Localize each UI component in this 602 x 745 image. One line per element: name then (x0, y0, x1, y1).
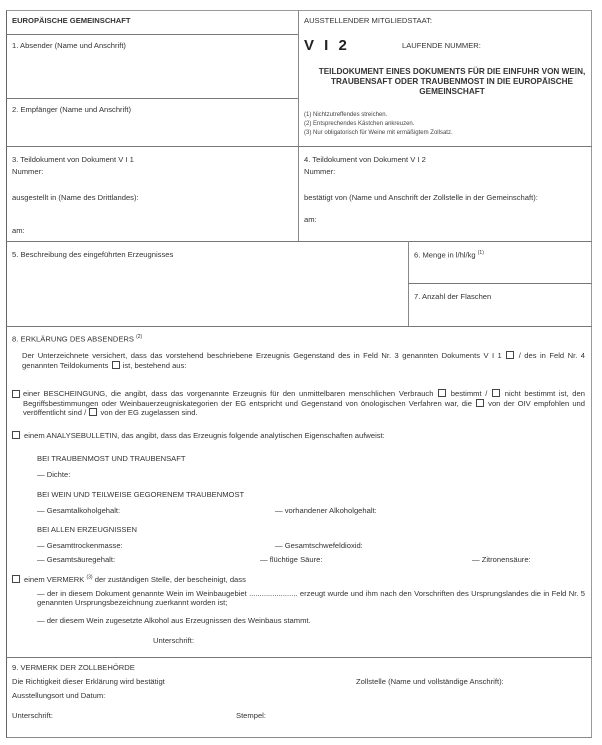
community-label: EUROPÄISCHE GEMEINSCHAFT (12, 16, 131, 25)
field-5-description[interactable]: 5. Beschreibung des eingeführten Erzeugnisses (12, 250, 174, 259)
sender-signature[interactable]: Unterschrift: (153, 636, 194, 645)
total-alcohol-field[interactable]: — Gesamtalkoholgehalt: (37, 506, 121, 515)
checkbox-intended[interactable] (438, 389, 446, 397)
field-4-confirmed-by[interactable]: bestätigt von (Name und Anschrift der Zollstelle in der Gemeinschaft): (304, 193, 538, 202)
serial-number-label[interactable]: LAUFENDE NUMMER: (402, 41, 481, 50)
acidity-field[interactable]: — Gesamtsäuregehalt: (37, 555, 116, 564)
field-3-issued-in[interactable]: ausgestellt in (Name des Drittlandes): (12, 193, 139, 202)
actual-alcohol-field[interactable]: — vorhandener Alkoholgehalt: (275, 506, 377, 515)
divider (6, 146, 592, 147)
checkbox-eg[interactable] (89, 408, 97, 416)
must-heading: BEI TRAUBENMOST UND TRAUBENSAFT (37, 454, 186, 463)
volatile-acidity-field[interactable]: — flüchtige Säure: (260, 555, 323, 564)
declaration-heading: 8. ERKLÄRUNG DES ABSENDERS $^{(2)}$ (12, 334, 143, 344)
divider (6, 98, 298, 99)
checkbox-vermerk[interactable] (12, 575, 20, 583)
checkbox-analysis[interactable] (12, 431, 20, 439)
field-4-date[interactable]: am: (304, 215, 317, 224)
form-frame (6, 10, 592, 738)
customs-signature[interactable]: Unterschrift: (12, 711, 53, 720)
certificate-text: einer BESCHEINGUNG, die angibt, dass das vorgenannte Erzeugnis für den unmittelbaren menschlichen Verbrauch bestimmt / nicht bestimmt ist, den Begriffsbestimmungen oder Weinbauerzeugniskategorien der EG entspricht und Gegenstand von önologischen Verfahren war, die von der OIV empfohlen und veröffentlicht sind / von der EG zugelassen sind. (23, 389, 585, 418)
customs-office-field[interactable]: Zollstelle (Name und vollständige Anschrift): (356, 677, 504, 686)
footnote-2: (2) Entsprechendes Kästchen ankreuzen. (304, 121, 415, 127)
divider (408, 283, 592, 284)
customs-confirmation: Die Richtigkeit dieser Erklärung wird bestätigt (12, 677, 165, 686)
field-3-title: 3. Teildokument von Dokument V I 1 (12, 155, 134, 164)
origin-statement: — der in diesem Dokument genannte Wein im Weinbaugebiet ....................... erzeugt wurde und ihm nach den Vorschriften des Ursprungslandes die in Feld Nr. 5 genannten Ursprungsbezeichnung zuerkannt worden ist; (37, 589, 585, 607)
divider (6, 34, 298, 35)
divider (298, 10, 299, 241)
field-1-sender[interactable]: 1. Absender (Name und Anschrift) (12, 41, 126, 50)
sulphur-dioxide-field[interactable]: — Gesamtschwefeldioxid: (275, 541, 363, 550)
checkbox-oiv[interactable] (476, 399, 484, 407)
alcohol-origin-statement: — der diesem Wein zugesetzte Alkohol aus Erzeugnissen des Weinbaus stammt. (37, 616, 311, 625)
field-4-title: 4. Teildokument von Dokument V I 2 (304, 155, 426, 164)
footnote-3: (3) Nur obligatorisch für Weine mit ermäßigtem Zollsatz. (304, 130, 453, 136)
citric-acid-field[interactable]: — Zitronensäure: (472, 555, 531, 564)
declaration-intro: Der Unterzeichnete versichert, dass das vorstehend beschriebene Erzeugnis Gegenstand des in Feld Nr. 3 genannten Dokuments V I 1 / des in Feld Nr. 4 genannten Teildokuments ist, bestehend aus: (22, 351, 585, 370)
checkbox-partial-document[interactable] (112, 361, 120, 369)
footnote-1: (1) Nichtzutreffendes streichen. (304, 112, 388, 118)
customs-heading: 9. VERMERK DER ZOLLBEHÖRDE (12, 663, 135, 672)
all-products-heading: BEI ALLEN ERZEUGNISSEN (37, 525, 138, 534)
divider (6, 326, 592, 327)
density-field[interactable]: — Dichte: (37, 470, 71, 479)
divider (6, 657, 592, 658)
field-3-number[interactable]: Nummer: (12, 167, 44, 176)
dry-extract-field[interactable]: — Gesamttrockenmasse: (37, 541, 123, 550)
field-6-quantity[interactable]: 6. Menge in l/hl/kg $^{(1)}$ (414, 250, 484, 260)
checkbox-certificate[interactable] (12, 390, 20, 400)
place-date-field[interactable]: Ausstellungsort und Datum: (12, 691, 106, 700)
issuing-state-label[interactable]: AUSSTELLENDER MITGLIEDSTAAT: (304, 16, 432, 25)
wine-heading: BEI WEIN UND TEILWEISE GEGORENEM TRAUBENMOST (37, 490, 245, 499)
field-3-date[interactable]: am: (12, 226, 25, 235)
customs-stamp[interactable]: Stempel: (236, 711, 266, 720)
checkbox-analysis-row: einem ANALYSEBULLETIN, das angibt, dass das Erzeugnis folgende analytischen Eigenschaften aufweist: (12, 431, 385, 441)
document-title: TEILDOKUMENT EINES DOKUMENTS FÜR DIE EINFUHR VON WEIN, TRAUBENSAFT ODER TRAUBENMOST IN DIE EUROPÄISCHE GEMEINSCHAFT (318, 67, 586, 96)
checkbox-not-intended[interactable] (492, 389, 500, 397)
divider (6, 241, 592, 242)
field-4-number[interactable]: Nummer: (304, 167, 336, 176)
checkbox-vi1[interactable] (506, 351, 514, 359)
field-7-bottle-count[interactable]: 7. Anzahl der Flaschen (414, 292, 492, 301)
document-code: V I 2 (304, 37, 350, 54)
field-2-recipient[interactable]: 2. Empfänger (Name und Anschrift) (12, 105, 132, 114)
checkbox-vermerk-row: einem VERMERK $^{(3)}$ der zuständigen Stelle, der bescheinigt, dass (12, 575, 246, 585)
